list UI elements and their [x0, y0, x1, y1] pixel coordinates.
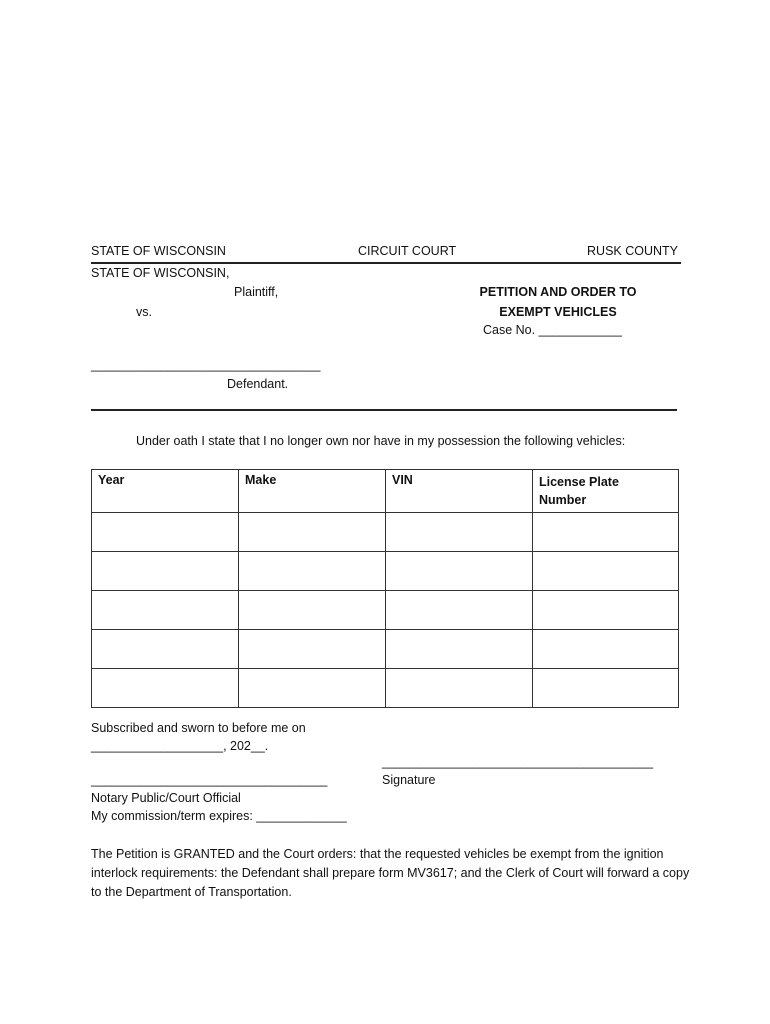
table-cell[interactable]: [239, 669, 386, 708]
table-cell[interactable]: [239, 630, 386, 669]
table-row: [92, 513, 679, 552]
table-cell[interactable]: [239, 591, 386, 630]
notary-signature-line: __________________________________: [91, 773, 328, 787]
subscribed-date-line: ___________________, 202__.: [91, 739, 269, 753]
table-cell[interactable]: [533, 552, 679, 591]
table-cell[interactable]: [92, 513, 239, 552]
signature-label: Signature: [382, 773, 436, 787]
defendant-label: Defendant.: [227, 377, 289, 391]
header-court: CIRCUIT COURT: [358, 244, 457, 258]
header-county: RUSK COUNTY: [587, 244, 678, 258]
plaintiff-label: Plaintiff,: [234, 285, 279, 299]
notary-official-label: Notary Public/Court Official: [91, 791, 241, 805]
column-header-vin: VIN: [386, 470, 533, 513]
table-cell[interactable]: [386, 513, 533, 552]
table-cell[interactable]: [533, 591, 679, 630]
table-cell[interactable]: [92, 591, 239, 630]
column-header-year: Year: [92, 470, 239, 513]
table-row: [92, 591, 679, 630]
table-cell[interactable]: [386, 552, 533, 591]
subscribed-text: Subscribed and sworn to before me on: [91, 721, 306, 735]
table-cell[interactable]: [92, 669, 239, 708]
vs-label: vs.: [136, 305, 152, 319]
form-title-line2: EXEMPT VEHICLES: [499, 305, 617, 319]
table-header-row: [92, 470, 679, 513]
table-cell[interactable]: [386, 591, 533, 630]
defendant-line: _________________________________: [91, 358, 321, 372]
table-cell[interactable]: [533, 669, 679, 708]
table-row: [92, 630, 679, 669]
oath-statement: Under oath I state that I no longer own nor have in my possession the following vehicles:: [136, 434, 626, 448]
signature-line: _______________________________________: [382, 755, 654, 769]
table-row: [92, 552, 679, 591]
plaintiff-name: STATE OF WISCONSIN,: [91, 266, 230, 280]
header-rule: [91, 262, 681, 264]
case-number: Case No. ____________: [483, 323, 623, 337]
table-cell[interactable]: [386, 630, 533, 669]
column-header-make: Make: [239, 470, 386, 513]
table-cell[interactable]: [533, 513, 679, 552]
commission-expires: My commission/term expires: _____________: [91, 809, 347, 823]
table-cell[interactable]: [239, 552, 386, 591]
header-state: STATE OF WISCONSIN: [91, 244, 226, 258]
caption-rule: [91, 409, 677, 411]
order-paragraph: The Petition is GRANTED and the Court orders: that the requested vehicles be exempt from the ignition interlock requirements: the Defendant shall prepare form MV3617; and the Clerk of Court will forward a copy to the Department of Transportation.: [91, 847, 690, 899]
table-cell[interactable]: [92, 630, 239, 669]
table-cell[interactable]: [92, 552, 239, 591]
column-header-license-plate: License Plate Number: [533, 470, 679, 513]
vehicles-table: [91, 469, 679, 708]
table-row: [92, 669, 679, 708]
table-cell[interactable]: [533, 630, 679, 669]
table-cell[interactable]: [386, 669, 533, 708]
form-title-line1: PETITION AND ORDER TO: [479, 285, 637, 299]
table-cell[interactable]: [239, 513, 386, 552]
